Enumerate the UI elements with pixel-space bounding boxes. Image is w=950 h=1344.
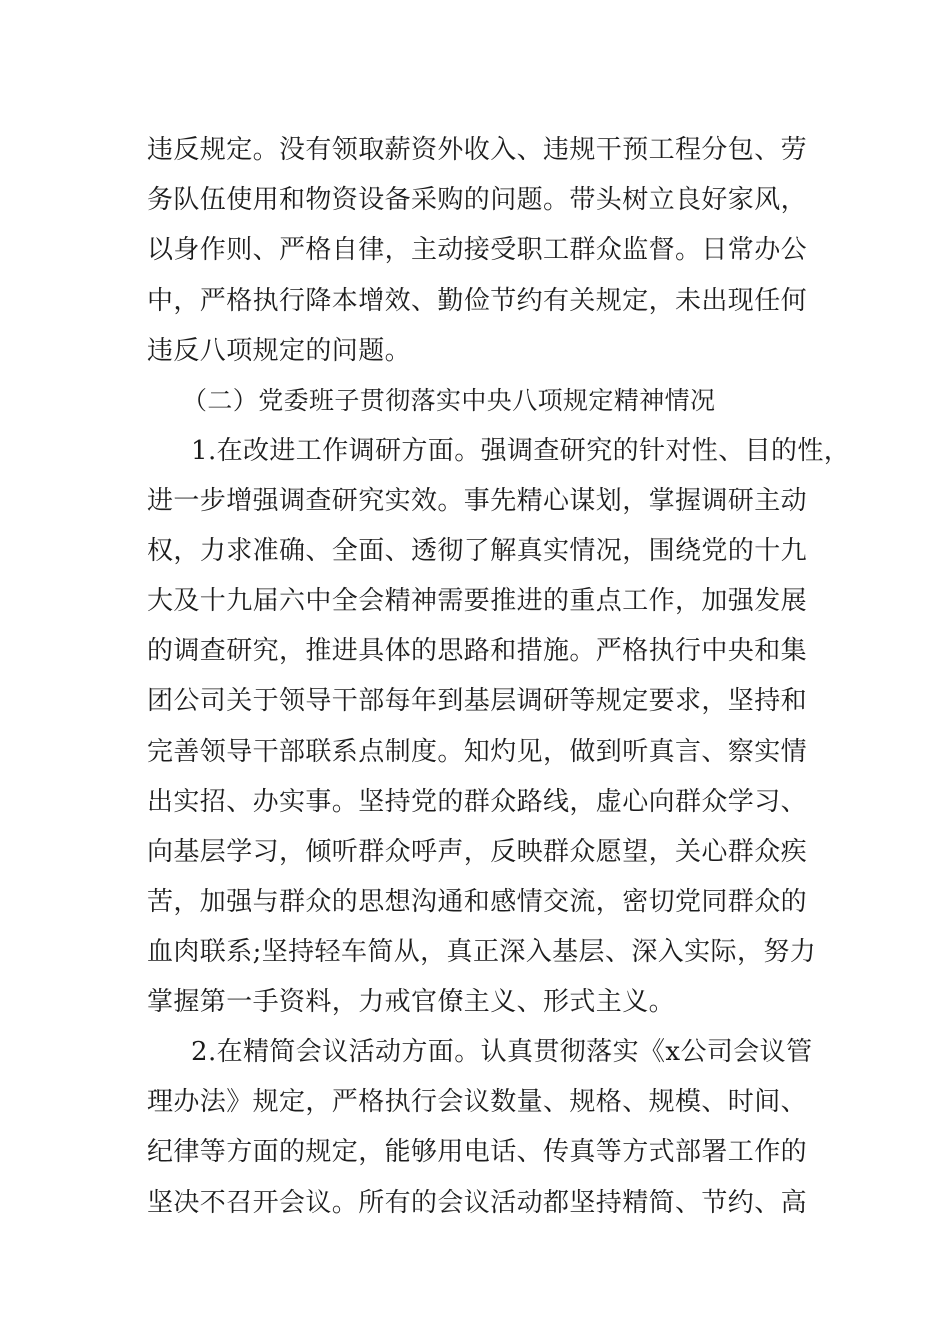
item-1-first-line: 1.在改进工作调研方面。强调查研究的针对性、目的性， bbox=[191, 436, 851, 466]
item-2-line: 纪律等方面的规定，能够用电话、传真等方式部署工作的 bbox=[147, 1137, 808, 1167]
section-heading: （二）党委班子贯彻落实中央八项规定精神情况 bbox=[182, 386, 716, 415]
item-1-last-line: 掌握第一手资料，力戒官僚主义、形式主义。 bbox=[147, 987, 676, 1017]
item-1-line: 权，力求准确、全面、透彻了解真实情况，围绕党的十九 bbox=[147, 536, 808, 566]
paragraph-line-1: 违反规定。没有领取薪资外收入、违规干预工程分包、劳 bbox=[147, 135, 808, 165]
item-1-line: 的调查研究，推进具体的思路和措施。严格执行中央和集 bbox=[147, 636, 808, 666]
item-1-line: 苦，加强与群众的思想沟通和感情交流，密切党同群众的 bbox=[147, 887, 808, 917]
paragraph-line-4: 中，严格执行降本增效、勤俭节约有关规定，未出现任何 bbox=[147, 286, 808, 316]
item-1-line: 出实招、办实事。坚持党的群众路线，虚心向群众学习、 bbox=[147, 787, 808, 817]
item-2-line: 坚决不召开会议。所有的会议活动都坚持精简、节约、高 bbox=[147, 1188, 808, 1218]
item-1-line: 大及十九届六中全会精神需要推进的重点工作，加强发展 bbox=[147, 586, 808, 616]
item-2-first-line: 2.在精简会议活动方面。认真贯彻落实《x公司会议管 bbox=[191, 1037, 813, 1067]
item-2-line: 理办法》规定，严格执行会议数量、规格、规模、时间、 bbox=[147, 1087, 808, 1117]
item-1-line: 血肉联系;坚持轻车简从，真正深入基层、深入实际，努力 bbox=[147, 937, 817, 967]
item-1-line: 进一步增强调查研究实效。事先精心谋划，掌握调研主动 bbox=[147, 486, 808, 516]
paragraph-line-2: 务队伍使用和物资设备采购的问题。带头树立良好家风， bbox=[147, 185, 808, 215]
item-1-line: 向基层学习，倾听群众呼声，反映群众愿望，关心群众疾 bbox=[147, 837, 808, 867]
item-1-line: 完善领导干部联系点制度。知灼见，做到听真言、察实情 bbox=[147, 737, 808, 767]
item-1-line: 团公司关于领导干部每年到基层调研等规定要求，坚持和 bbox=[147, 686, 808, 716]
paragraph-line-3: 以身作则、严格自律，主动接受职工群众监督。日常办公 bbox=[147, 235, 808, 265]
paragraph-line-5: 违反八项规定的问题。 bbox=[147, 336, 412, 366]
